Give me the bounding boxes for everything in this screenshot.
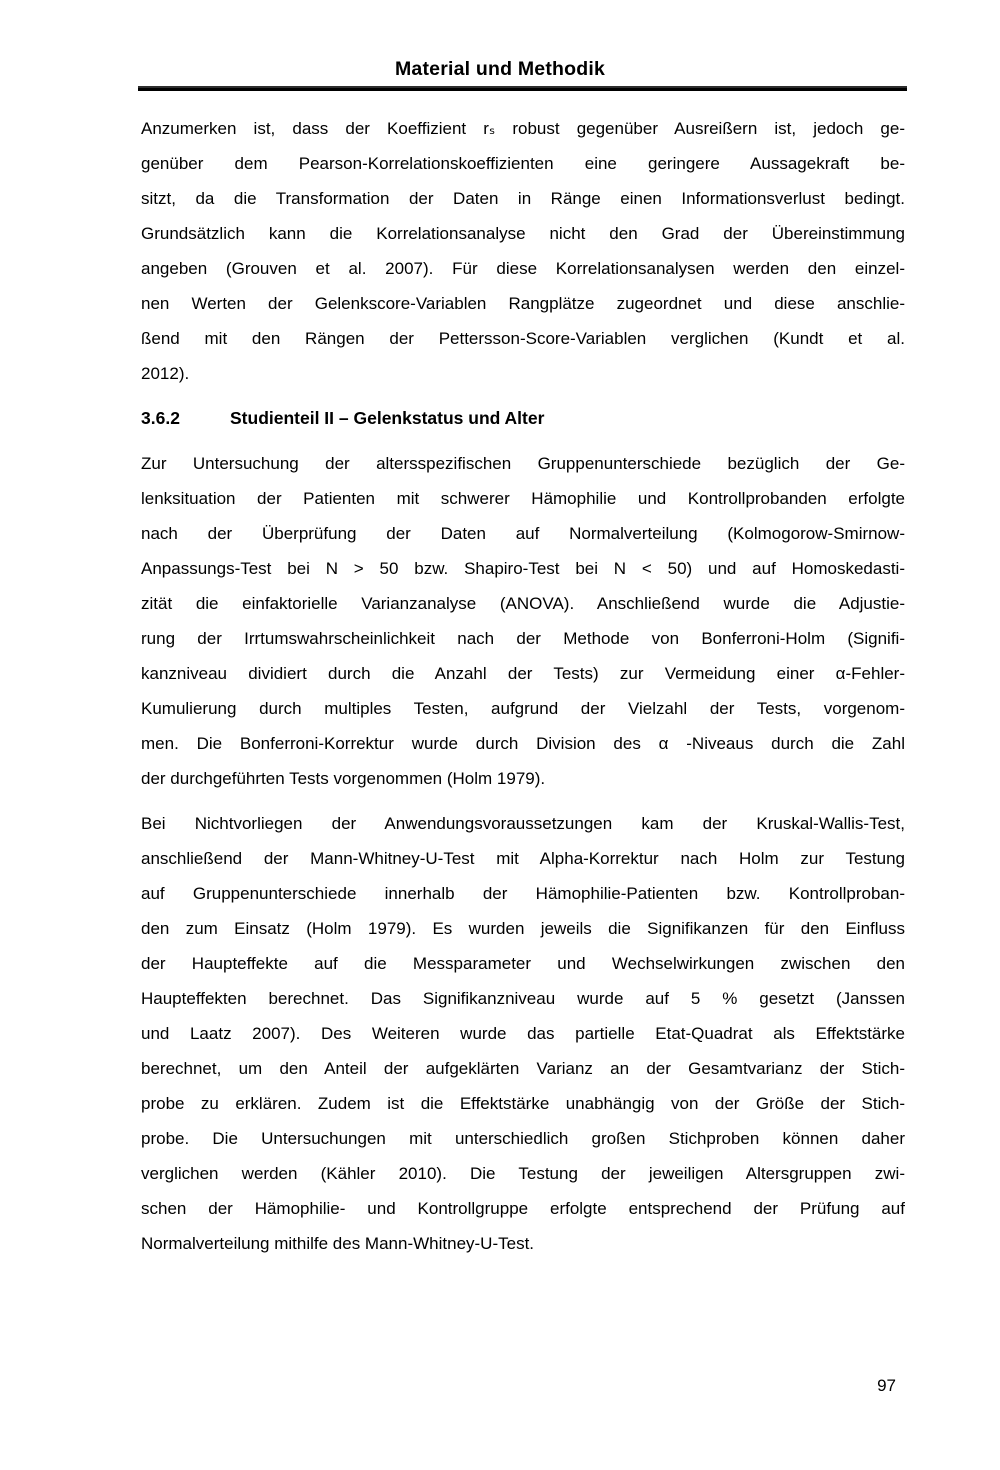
header-rule [138, 86, 907, 91]
text-line: schen der Hämophilie- und Kontrollgruppe erfolgte entsprechend der Prüfung auf [141, 1199, 905, 1218]
text-line: Zur Untersuchung der altersspezifischen Gruppenunterschiede bezüglich der Ge- [141, 454, 905, 473]
text-line: Anpassungs-Test bei N > 50 bzw. Shapiro-Test bei N < 50) und auf Homoskedasti- [141, 559, 905, 578]
text-line: lenksituation der Patienten mit schwerer Hämophilie und Kontrollprobanden erfolgte [141, 489, 905, 508]
content [141, 111, 905, 1261]
text-line: sitzt, da die Transformation der Daten in Ränge einen Informationsverlust bedingt. [141, 189, 905, 208]
text-line: verglichen werden (Kähler 2010). Die Testung der jeweiligen Altersgruppen zwi- [141, 1164, 905, 1183]
text-line: kanzniveau dividiert durch die Anzahl der Tests) zur Vermeidung einer α-Fehler- [141, 664, 905, 683]
text-line: Grundsätzlich kann die Korrelationsanalyse nicht den Grad der Übereinstimmung [141, 224, 905, 243]
text-line: Normalverteilung mithilfe des Mann-Whitney-U-Test. [141, 1234, 535, 1253]
paragraph [141, 806, 905, 1261]
paragraph [141, 111, 905, 391]
document-page [0, 56, 1000, 1470]
text-line: Anzumerken ist, dass der Koeffizient rₛ robust gegenüber Ausreißern ist, jedoch ge- [141, 119, 905, 138]
section-number: 3.6.2 [141, 408, 180, 428]
page-number: 97 [877, 1376, 896, 1395]
text-line: genüber dem Pearson-Korrelationskoeffizienten eine geringere Aussagekraft be- [141, 154, 905, 173]
text-line: probe. Die Untersuchungen mit unterschiedlich großen Stichproben können daher [141, 1129, 905, 1148]
text-line: den zum Einsatz (Holm 1979). Es wurden jeweils die Signifikanzen für den Einfluss [141, 919, 905, 938]
text-line: und Laatz 2007). Des Weiteren wurde das partielle Etat-Quadrat als Effektstärke [141, 1024, 905, 1043]
text-line: 2012). [141, 364, 190, 383]
text-line: men. Die Bonferroni-Korrektur wurde durch Division des α -Niveaus durch die Zahl [141, 734, 905, 753]
text-line: nen Werten der Gelenkscore-Variablen Rangplätze zugeordnet und diese anschlie- [141, 294, 905, 313]
section-title: Studienteil II – Gelenkstatus und Alter [230, 408, 545, 428]
text-line: probe zu erklären. Zudem ist die Effektstärke unabhängig von der Größe der Stich- [141, 1094, 905, 1113]
paragraph [141, 446, 905, 796]
text-line: berechnet, um den Anteil der aufgeklärten Varianz an der Gesamtvarianz der Stich- [141, 1059, 905, 1078]
text-line: Bei Nichtvorliegen der Anwendungsvoraussetzungen kam der Kruskal-Wallis-Test, [141, 814, 905, 833]
text-line: nach der Überprüfung der Daten auf Normalverteilung (Kolmogorow-Smirnow- [141, 524, 905, 543]
text-line: Haupteffekten berechnet. Das Signifikanzniveau wurde auf 5 % gesetzt (Janssen [141, 989, 905, 1008]
text-line: rung der Irrtumswahrscheinlichkeit nach der Methode von Bonferroni-Holm (Signifi- [141, 629, 905, 648]
text-line: auf Gruppenunterschiede innerhalb der Hämophilie-Patienten bzw. Kontrollproban- [141, 884, 905, 903]
text-line: zität die einfaktorielle Varianzanalyse (ANOVA). Anschließend wurde die Adjustie- [141, 594, 905, 613]
section-heading [141, 401, 905, 436]
text-line: der Haupteffekte auf die Messparameter und Wechselwirkungen zwischen den [141, 954, 905, 973]
text-line: angeben (Grouven et al. 2007). Für diese Korrelationsanalysen werden den einzel- [141, 259, 905, 278]
text-line: anschließend der Mann-Whitney-U-Test mit Alpha-Korrektur nach Holm zur Testung [141, 849, 905, 868]
text-line: ßend mit den Rängen der Pettersson-Score-Variablen verglichen (Kundt et al. [141, 329, 905, 348]
running-header-title: Material und Methodik [394, 58, 606, 80]
text-line: Kumulierung durch multiples Testen, aufgrund der Vielzahl der Tests, vorgenom- [141, 699, 905, 718]
text-line: der durchgeführten Tests vorgenommen (Holm 1979). [141, 769, 546, 788]
